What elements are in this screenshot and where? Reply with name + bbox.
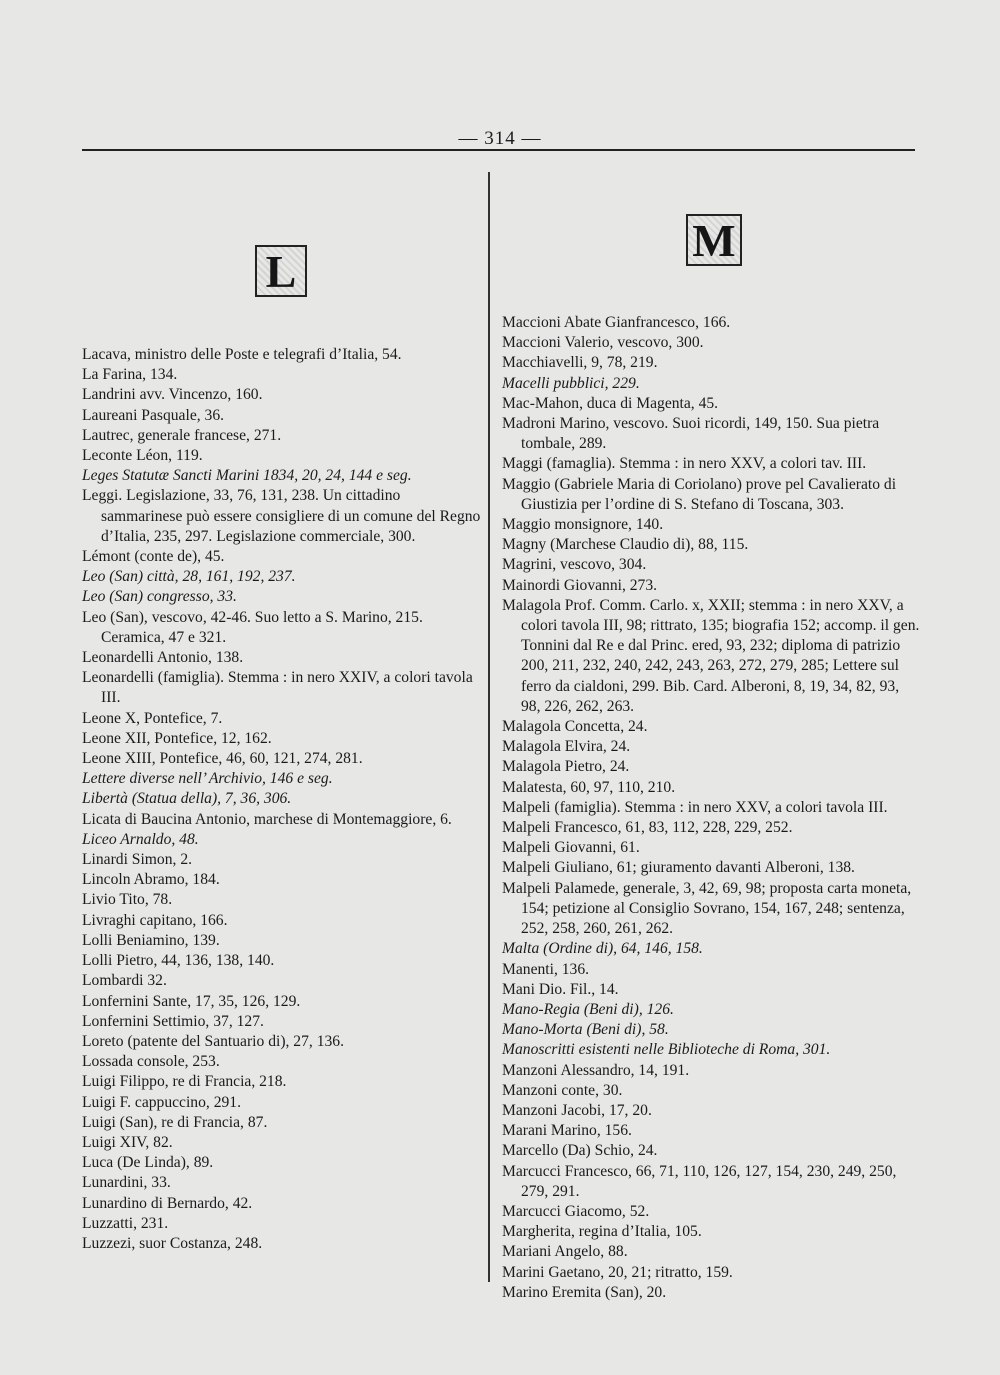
index-column-left	[82, 345, 484, 1254]
index-entry: Mano-Morta (Beni di), 58.	[502, 1021, 669, 1039]
index-entry: Manzoni conte, 30.	[502, 1081, 623, 1099]
index-entry: Lincoln Abramo, 184.	[82, 871, 220, 889]
header-rule	[82, 149, 915, 151]
index-entry: Lautrec, generale francese, 271.	[82, 426, 282, 444]
index-entry: Manzoni Jacobi, 17, 20.	[502, 1101, 652, 1119]
index-entry: Maggio monsignore, 140.	[502, 516, 664, 534]
index-entry: Leone XIII, Pontefice, 46, 60, 121, 274, 281.	[82, 750, 363, 768]
index-entry: Lacava, ministro delle Poste e telegrafi d’Italia, 54.	[82, 346, 402, 363]
column-divider	[488, 172, 490, 1282]
index-entry: Malpeli Giovanni, 61.	[502, 839, 640, 857]
index-entry: Marino Eremita (San), 20.	[502, 1283, 667, 1301]
index-entry: Loreto (patente del Santuario di), 27, 136.	[82, 1032, 344, 1050]
index-entry: Leonardelli (famiglia). Stemma : in nero XXIV, a colori tavola III.	[82, 669, 473, 707]
index-entry: Mainordi Giovanni, 273.	[502, 576, 658, 594]
index-entry: Leo (San) città, 28, 161, 192, 237.	[82, 568, 296, 586]
index-entry: Magrini, vescovo, 304.	[502, 556, 647, 574]
index-entry: Mano-Regia (Beni di), 126.	[502, 1000, 674, 1018]
index-entry: Margherita, regina d’Italia, 105.	[502, 1223, 702, 1241]
index-entry: Maggio (Gabriele Maria di Coriolano) prove pel Cavalierato di Giustizia per l’ordine di S. Stefano di Toscana, 303.	[502, 475, 897, 513]
index-entry: Maggi (famaglia). Stemma : in nero XXV, a colori tav. III.	[502, 455, 867, 473]
index-entry: Leone X, Pontefice, 7.	[82, 709, 223, 727]
index-entry: Leo (San), vescovo, 42-46. Suo letto a S. Marino, 215. Ceramica, 47 e 321.	[82, 608, 423, 646]
index-entry: Luzzezi, suor Costanza, 248.	[82, 1234, 263, 1252]
index-entry: Laureani Pasquale, 36.	[82, 406, 225, 424]
index-entry: Marcucci Francesco, 66, 71, 110, 126, 127, 154, 230, 249, 250, 279, 291.	[502, 1162, 897, 1200]
index-entry: Malpeli (famiglia). Stemma : in nero XXV, a colori tavola III.	[502, 798, 888, 816]
index-entry: Lolli Pietro, 44, 136, 138, 140.	[82, 952, 275, 970]
index-entry: Leo (San) congresso, 33.	[82, 588, 237, 606]
index-entry: Livraghi capitano, 166.	[82, 911, 228, 929]
index-entry: Linardi Simon, 2.	[82, 851, 193, 869]
ornamental-initial-l: L	[255, 245, 307, 297]
index-entry: Livio Tito, 78.	[82, 891, 173, 909]
index-entry: Lolli Beniamino, 139.	[82, 931, 220, 949]
page-number: — 314 —	[458, 128, 542, 149]
index-entry: Luzzatti, 231.	[82, 1214, 169, 1232]
index-entry: Malta (Ordine di), 64, 146, 158.	[502, 940, 703, 958]
index-entry: Libertà (Statua della), 7, 36, 306.	[82, 790, 292, 808]
index-entry: Marini Gaetano, 20, 21; ritratto, 159.	[502, 1263, 733, 1281]
index-entry: Manoscritti esistenti nelle Biblioteche di Roma, 301.	[502, 1041, 831, 1059]
index-entry: Marcello (Da) Schio, 24.	[502, 1142, 658, 1160]
index-entry: Manzoni Alessandro, 14, 191.	[502, 1061, 690, 1079]
index-entry: Macelli pubblici, 229.	[502, 374, 640, 392]
index-entry: Leggi. Legislazione, 33, 76, 131, 238. Un cittadino sammarinese può essere consigliere di un comune del Regno d’Italia, 235, 297. Legislazione commerciale, 300.	[82, 487, 481, 545]
index-entry: Leonardelli Antonio, 138.	[82, 649, 244, 667]
index-entry: Leconte Léon, 119.	[82, 447, 203, 465]
index-entry: La Farina, 134.	[82, 366, 178, 384]
index-entry: Malagola Pietro, 24.	[502, 758, 630, 776]
index-entry: Luigi (San), re di Francia, 87.	[82, 1113, 268, 1131]
index-entry: Maccioni Abate Gianfrancesco, 166.	[502, 314, 731, 331]
index-entry: Mac-Mahon, duca di Magenta, 45.	[502, 394, 719, 412]
index-entry: Macchiavelli, 9, 78, 219.	[502, 354, 658, 372]
ornamental-initial-m: M	[686, 214, 742, 266]
index-entry: Lonfernini Settimio, 37, 127.	[82, 1012, 264, 1030]
index-entry: Lunardini, 33.	[82, 1174, 171, 1192]
index-entry: Lettere diverse nell’ Archivio, 146 e seg.	[82, 770, 333, 788]
index-column-right	[502, 313, 920, 1303]
index-entry: Mariani Angelo, 88.	[502, 1243, 628, 1261]
index-entry: Luca (De Linda), 89.	[82, 1154, 214, 1172]
index-entry: Liceo Arnaldo, 48.	[82, 830, 199, 848]
index-entry: Malatesta, 60, 97, 110, 210.	[502, 778, 676, 796]
index-entry: Luigi F. cappuccino, 291.	[82, 1093, 241, 1111]
index-entry: Licata di Baucina Antonio, marchese di Montemaggiore, 6.	[82, 810, 452, 828]
index-entry: Malpeli Francesco, 61, 83, 112, 228, 229, 252.	[502, 819, 793, 837]
index-entry: Lunardino di Bernardo, 42.	[82, 1194, 253, 1212]
index-entry: Madroni Marino, vescovo. Suoi ricordi, 149, 150. Sua pietra tombale, 289.	[502, 415, 880, 453]
index-entry: Landrini avv. Vincenzo, 160.	[82, 386, 263, 404]
index-entry: Leone XII, Pontefice, 12, 162.	[82, 729, 272, 747]
index-entry: Magny (Marchese Claudio di), 88, 115.	[502, 536, 749, 554]
index-entry: Lémont (conte de), 45.	[82, 548, 225, 566]
index-entry: Marani Marino, 156.	[502, 1122, 632, 1140]
index-entry: Luigi XIV, 82.	[82, 1133, 173, 1151]
index-entry: Leges Statutæ Sancti Marini 1834, 20, 24, 144 e seg.	[82, 467, 412, 485]
index-entry: Maccioni Valerio, vescovo, 300.	[502, 334, 704, 352]
index-entry: Malpeli Palamede, generale, 3, 42, 69, 98; proposta carta moneta, 154; petizione al Consiglio Sovrano, 154, 167, 248; sentenza, 252, 258, 260, 261, 262.	[502, 879, 912, 938]
index-entry: Lossada console, 253.	[82, 1053, 220, 1071]
index-entry: Malpeli Giuliano, 61; giuramento davanti Alberoni, 138.	[502, 859, 855, 877]
index-entry: Luigi Filippo, re di Francia, 218.	[82, 1073, 287, 1091]
index-entry: Lombardi 32.	[82, 972, 167, 990]
index-entry: Manenti, 136.	[502, 960, 590, 978]
index-entry: Malagola Prof. Comm. Carlo. x, XXII; stemma : in nero XXV, a colori tavola III, 98; rittrato, 135; biografia 152; accomp. il gen. Tonnini dal Re e dal Princ. ered, 93, 232; diploma di patrizio 200, 211, 232, 240, 242, 243, 263, 272, 279, 285; Lettere sul ferro da cialdoni, 299. Bib. Card. Alberoni, 8, 19, 34, 82, 93, 98, 226, 262, 263.	[502, 596, 920, 715]
index-entry: Mani Dio. Fil., 14.	[502, 980, 619, 998]
index-entry: Marcucci Giacomo, 52.	[502, 1202, 650, 1220]
index-entry: Lonfernini Sante, 17, 35, 126, 129.	[82, 992, 301, 1010]
index-entry: Malagola Concetta, 24.	[502, 718, 648, 736]
index-entry: Malagola Elvira, 24.	[502, 738, 631, 756]
